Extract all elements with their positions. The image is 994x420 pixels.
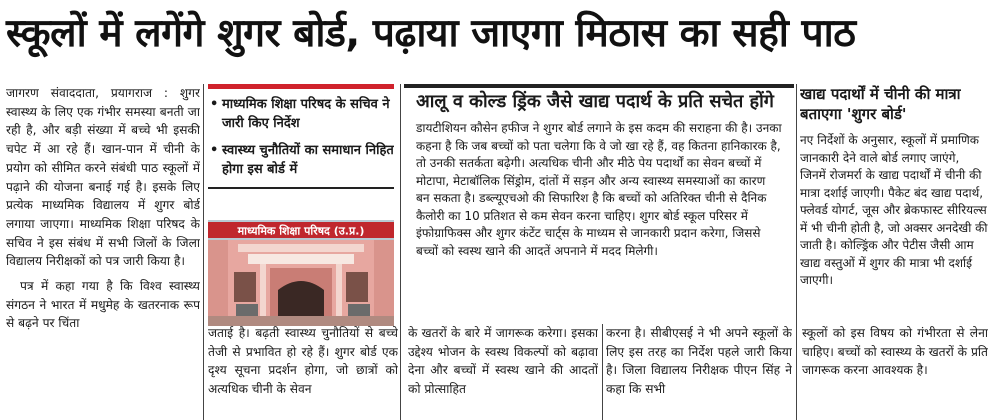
article-column-1 — [6, 84, 200, 420]
highlight-text: माध्यमिक शिक्षा परिषद के सचिव ने जारी किए निर्देश — [222, 97, 390, 131]
headline: स्कूलों में लगेंगे शुगर बोर्ड, पढ़ाया जाएगा मिठास का सही पाठ — [6, 11, 856, 56]
column-divider — [796, 84, 797, 420]
sidebar-subhead: आलू व कोल्ड ड्रिंक जैसे खाद्य पदार्थ के प्रति सचेत होंगे — [416, 91, 774, 112]
highlight-bullet — [208, 141, 394, 179]
red-rule — [208, 84, 394, 89]
sugar-board-column — [800, 84, 988, 324]
continuation-text: करना है। सीबीएसई ने भी अपने स्कूलों के लिए इस तरह का निर्देश पहले जारी किया है। जिला विद्यालय निरीक्षक पीएन सिंह ने कहा कि सभी — [606, 326, 792, 397]
continuation-text: जताई है। बढ़ती स्वास्थ्य चुनौतियों से बच्चे तेजी से प्रभावित हो रहे हैं। शुगर बोर्ड एक दृश्य सूचना प्रदर्शन होगा, जो छात्रों को अत्यधिक चीनी के सेवन — [208, 326, 398, 397]
sidebar-box — [410, 84, 788, 322]
article-paragraph: पत्र में कहा गया है कि विश्व स्वास्थ्य संगठन ने भारत में मधुमेह के खतरनाक रूप से बढ़ने पर चिंता — [6, 279, 200, 331]
bullet-icon: • — [210, 143, 219, 158]
highlight-text: स्वास्थ्य चुनौतियों का समाधान निहित होगा इस बोर्ड में — [222, 143, 394, 177]
sidebar-body: डायटीशियन कौसेन हफीज ने शुगर बोर्ड लगाने के इस कदम की सराहना की है। उनका कहना है कि जब बच्चों को पता चलेगा कि वे जो खा रहे हैं, वह कितना हानिकारक है, तो उनकी सतर्कता बढ़ेगी। अत्यधिक चीनी और मीठे पेय पदार्थों का सेवन बच्चों में मोटापा, मेटाबॉलिक सिंड्रोम, दांतों में सड़न और अन्य स्वास्थ्य समस्याओं का कारण बन सकता है। डब्ल्यूएचओ की सिफारिश है कि बच्चों को अतिरिक्त चीनी से दैनिक कैलोरी का 10 प्रतिशत से कम सेवन करना चाहिए। शुगर बोर्ड स्कूल परिसर में इंफोग्राफिक्स और शुगर कंटेंट चार्ट्स के माध्यम से जानकारी प्रदान करेगा, जिससे बच्चों को स्वस्थ खाने की आदतें अपनाने में मदद मिलेगी। — [416, 121, 782, 258]
continuation-text: के खतरों के बारे में जागरूक करेगा। इसका उद्देश्य भोजन के स्वस्थ विकल्पों को बढ़ावा देना और बच्चों में स्वस्थ खाने की आदतों को प्रोत्साहित — [408, 326, 598, 397]
column-divider — [400, 84, 401, 420]
building-sign-text: माध्यमिक शिक्षा परिषद (उ.प्र.) — [237, 224, 365, 238]
continuation-text: स्कूलों को इस विषय को गंभीरता से लेना चाहिए। बच्चों को स्वास्थ्य के खतरों के प्रति जागरूक करना आवश्यक है। — [802, 326, 988, 378]
building-photo — [208, 220, 394, 326]
highlight-bullet — [208, 95, 394, 133]
column-divider — [203, 84, 204, 420]
building-illustration — [208, 220, 394, 326]
bullet-icon: • — [210, 97, 219, 112]
column-divider — [602, 324, 603, 420]
sugar-board-subhead: खाद्य पदार्थों में चीनी की मात्रा बताएगा 'शुगर बोर्ड' — [800, 85, 961, 123]
article-paragraph: जागरण संवाददाता, प्रयागराज : शुगर स्वास्थ्य के लिए एक गंभीर समस्या बनती जा रही है, और बड़ी संख्या में बच्चे भी इसकी चपेट में आ रहे हैं। खान-पान में चीनी के प्रयोग को सीमित करने संबंधी पाठ स्कूलों में पढ़ाने की योजना बनाई गई है। इसके लिए प्रत्येक माध्यमिक विद्यालय में शुगर बोर्ड लगाया जाएगा। माध्यमिक शिक्षा परिषद के सचिव ने इस संबंध में सभी जिलों के जिला विद्यालय निरीक्षकों को पत्र जारी किया है। — [6, 86, 200, 269]
sugar-board-body: नए निर्देशों के अनुसार, स्कूलों में प्रमाणिक जानकारी देने वाले बोर्ड लगाए जाएंगे, जिनमें रोजमर्रा के खाद्य पदार्थों में चीनी की मात्रा दर्शाई जाएगी। पैकेट बंद खाद्य पदार्थ, फ्लेवर्ड योगर्ट, जूस और ब्रेकफास्ट सीरियल्स में भी चीनी होती है, जो अक्सर अनदेखी की जाती है। कोल्ड्रिंक और पेटीस जैसी आम खाद्य वस्तुओं में शुगर की मात्रा भी दर्शाई जाएगी। — [800, 133, 988, 287]
black-rule — [208, 187, 394, 189]
